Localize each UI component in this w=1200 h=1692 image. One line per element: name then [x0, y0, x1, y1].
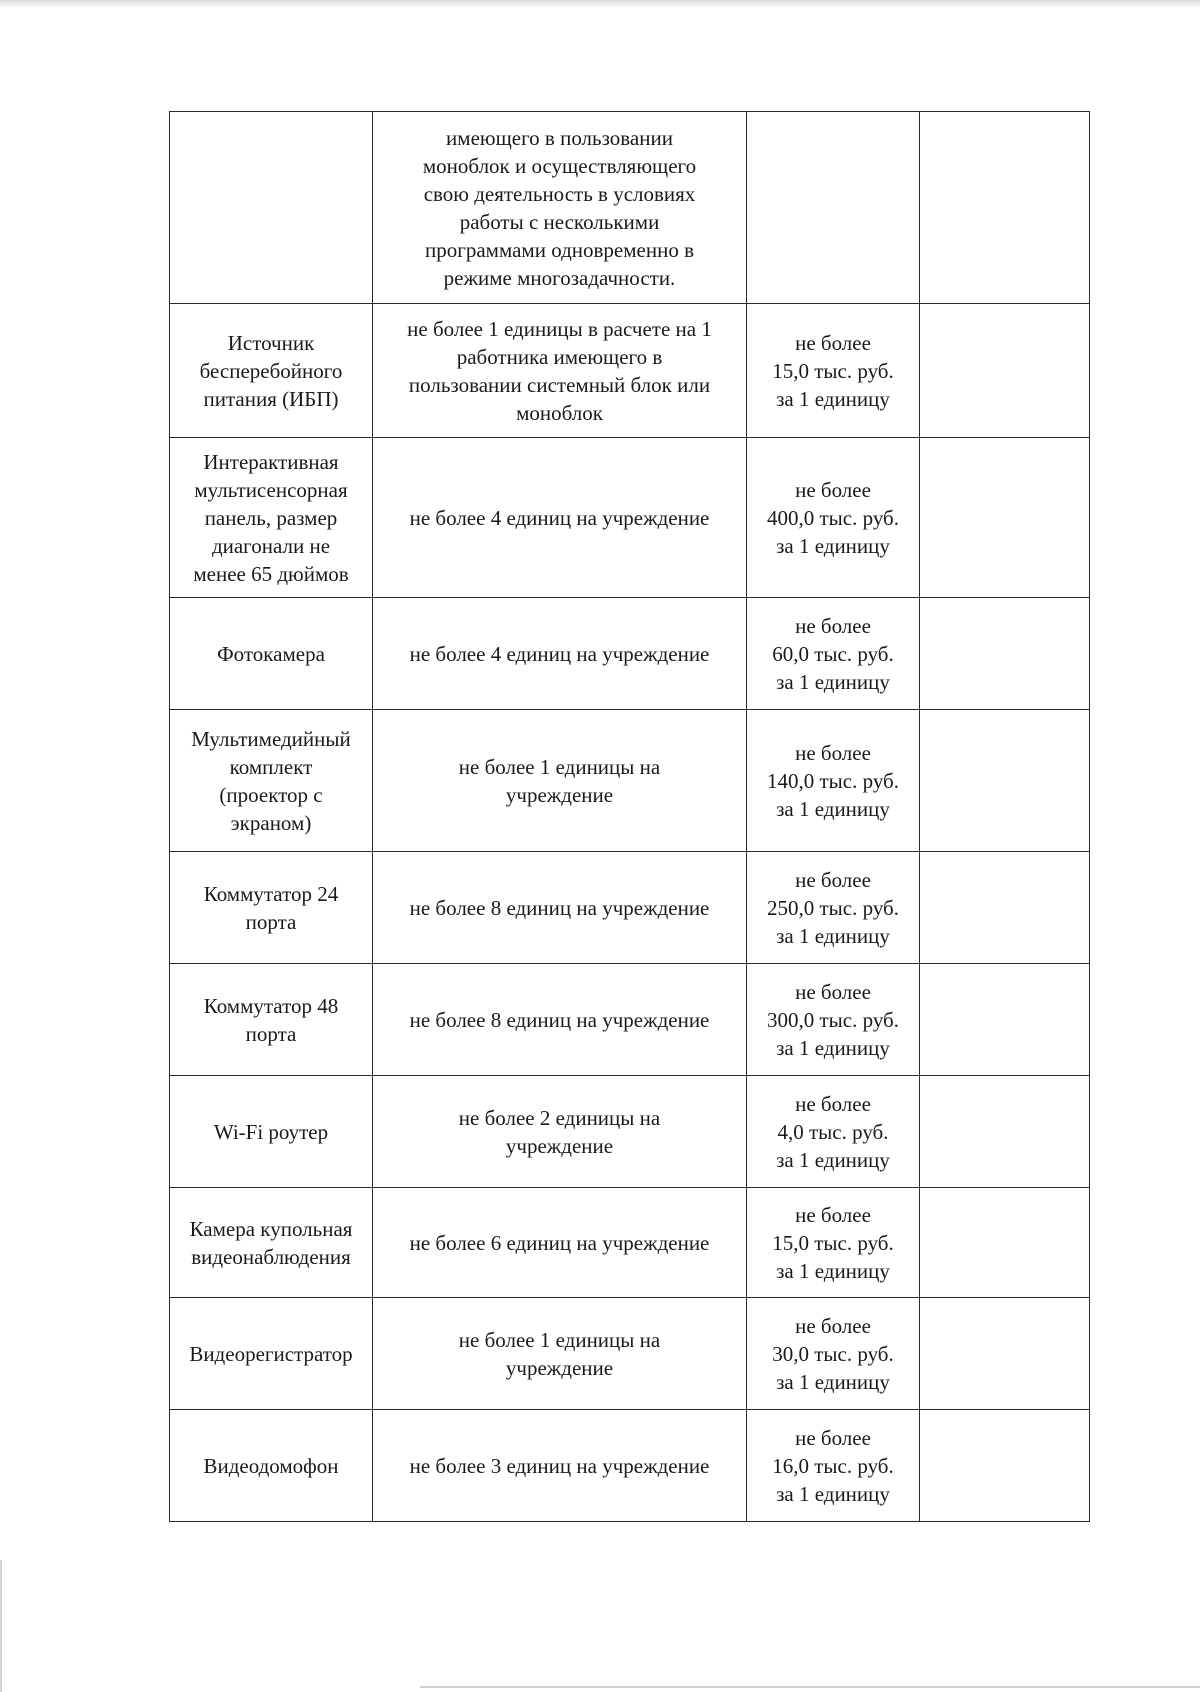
cell-norm — [373, 438, 747, 598]
cell-name — [170, 112, 373, 304]
cell-norm — [373, 304, 747, 438]
cell-price — [747, 438, 920, 598]
cell-name-text: Камера купольная видеонаблюдения — [189, 1216, 353, 1269]
cell-name-text: Коммутатор 48 порта — [203, 993, 339, 1046]
cell-norm-text: не более 8 единиц на учреждение — [409, 1007, 710, 1032]
cell-price-text: не более 4,0 тыс. руб. за 1 единицу — [776, 1091, 890, 1172]
table-row — [170, 1298, 1090, 1410]
cell-norm-text: не более 6 единиц на учреждение — [409, 1230, 710, 1255]
cell-name — [170, 598, 373, 710]
cell-price — [747, 1410, 920, 1522]
cell-price-text: не более 15,0 тыс. руб. за 1 единицу — [772, 330, 894, 411]
cell-price-text: не более 300,0 тыс. руб. за 1 единицу — [767, 979, 899, 1060]
cell-name-text: Источник бесперебойного питания (ИБП) — [199, 330, 343, 411]
cell-name-text: Видеорегистратор — [189, 1341, 353, 1366]
cell-name-text: Фотокамера — [217, 641, 325, 666]
cell-price — [747, 598, 920, 710]
cell-norm — [373, 964, 747, 1076]
cell-name — [170, 438, 373, 598]
cell-extra — [920, 438, 1090, 598]
cell-norm-text: не более 8 единиц на учреждение — [409, 895, 710, 920]
cell-name-text: Интерактивная мультисенсорная панель, размер диагонали не менее 65 дюймов — [193, 449, 349, 586]
cell-price-text: не более 250,0 тыс. руб. за 1 единицу — [767, 867, 899, 948]
scan-edge-top — [0, 0, 1200, 8]
cell-extra — [920, 1298, 1090, 1410]
cell-norm-text: не более 3 единиц на учреждение — [409, 1453, 710, 1478]
cell-name — [170, 964, 373, 1076]
cell-name — [170, 1188, 373, 1298]
cell-extra — [920, 1410, 1090, 1522]
cell-name — [170, 710, 373, 852]
equipment-norms-table — [169, 111, 1090, 1522]
cell-norm — [373, 1298, 747, 1410]
cell-extra — [920, 112, 1090, 304]
cell-name-text: Видеодомофон — [203, 1453, 339, 1478]
scan-edge-left — [0, 1560, 2, 1692]
cell-extra — [920, 304, 1090, 438]
cell-price — [747, 304, 920, 438]
cell-price-text: не более 16,0 тыс. руб. за 1 единицу — [772, 1425, 894, 1506]
cell-extra — [920, 1076, 1090, 1188]
cell-name-text: Wi-Fi роутер — [213, 1119, 329, 1144]
cell-price — [747, 1298, 920, 1410]
cell-name-text: Коммутатор 24 порта — [203, 881, 339, 934]
cell-name — [170, 304, 373, 438]
cell-norm — [373, 1188, 747, 1298]
cell-name — [170, 1298, 373, 1410]
cell-price-text: не более 140,0 тыс. руб. за 1 единицу — [767, 740, 899, 821]
cell-norm-text: не более 4 единиц на учреждение — [409, 641, 710, 666]
table-row — [170, 598, 1090, 710]
table-row — [170, 964, 1090, 1076]
cell-name — [170, 1410, 373, 1522]
cell-norm — [373, 852, 747, 964]
cell-price-text: не более 60,0 тыс. руб. за 1 единицу — [772, 613, 894, 694]
cell-norm — [373, 598, 747, 710]
cell-extra — [920, 710, 1090, 852]
cell-norm-text: не более 1 единицы на учреждение — [458, 754, 661, 807]
cell-extra — [920, 598, 1090, 710]
cell-norm-text: не более 2 единицы на учреждение — [458, 1105, 661, 1158]
table-row — [170, 852, 1090, 964]
cell-price — [747, 964, 920, 1076]
cell-price — [747, 710, 920, 852]
cell-extra — [920, 964, 1090, 1076]
table-row — [170, 438, 1090, 598]
table-row — [170, 1410, 1090, 1522]
cell-price — [747, 112, 920, 304]
cell-price-text: не более 400,0 тыс. руб. за 1 единицу — [767, 477, 899, 558]
cell-extra — [920, 1188, 1090, 1298]
cell-price — [747, 1188, 920, 1298]
cell-name — [170, 852, 373, 964]
cell-price — [747, 1076, 920, 1188]
cell-norm — [373, 1410, 747, 1522]
cell-price — [747, 852, 920, 964]
cell-norm-text: не более 4 единиц на учреждение — [409, 505, 710, 530]
cell-norm — [373, 710, 747, 852]
table-row — [170, 1076, 1090, 1188]
cell-norm-text: не более 1 единицы на учреждение — [458, 1327, 661, 1380]
cell-price-text: не более 30,0 тыс. руб. за 1 единицу — [772, 1313, 894, 1394]
cell-norm-text: не более 1 единицы в расчете на 1 работника имеющего в пользовании системный блок или моноблок — [407, 316, 712, 425]
cell-name-text: Мультимедийный комплект (проектор с экраном) — [191, 726, 351, 835]
table-row — [170, 112, 1090, 304]
scan-edge-bottom — [420, 1686, 1200, 1688]
table-row — [170, 304, 1090, 438]
cell-name — [170, 1076, 373, 1188]
cell-norm — [373, 112, 747, 304]
cell-norm — [373, 1076, 747, 1188]
cell-norm-text: имеющего в пользовании моноблок и осуществляющего свою деятельность в условиях работы с несколькими программами одновременно в режиме многозадачности. — [422, 125, 697, 290]
table-row — [170, 1188, 1090, 1298]
cell-price-text: не более 15,0 тыс. руб. за 1 единицу — [772, 1202, 894, 1283]
cell-extra — [920, 852, 1090, 964]
table-row — [170, 710, 1090, 852]
